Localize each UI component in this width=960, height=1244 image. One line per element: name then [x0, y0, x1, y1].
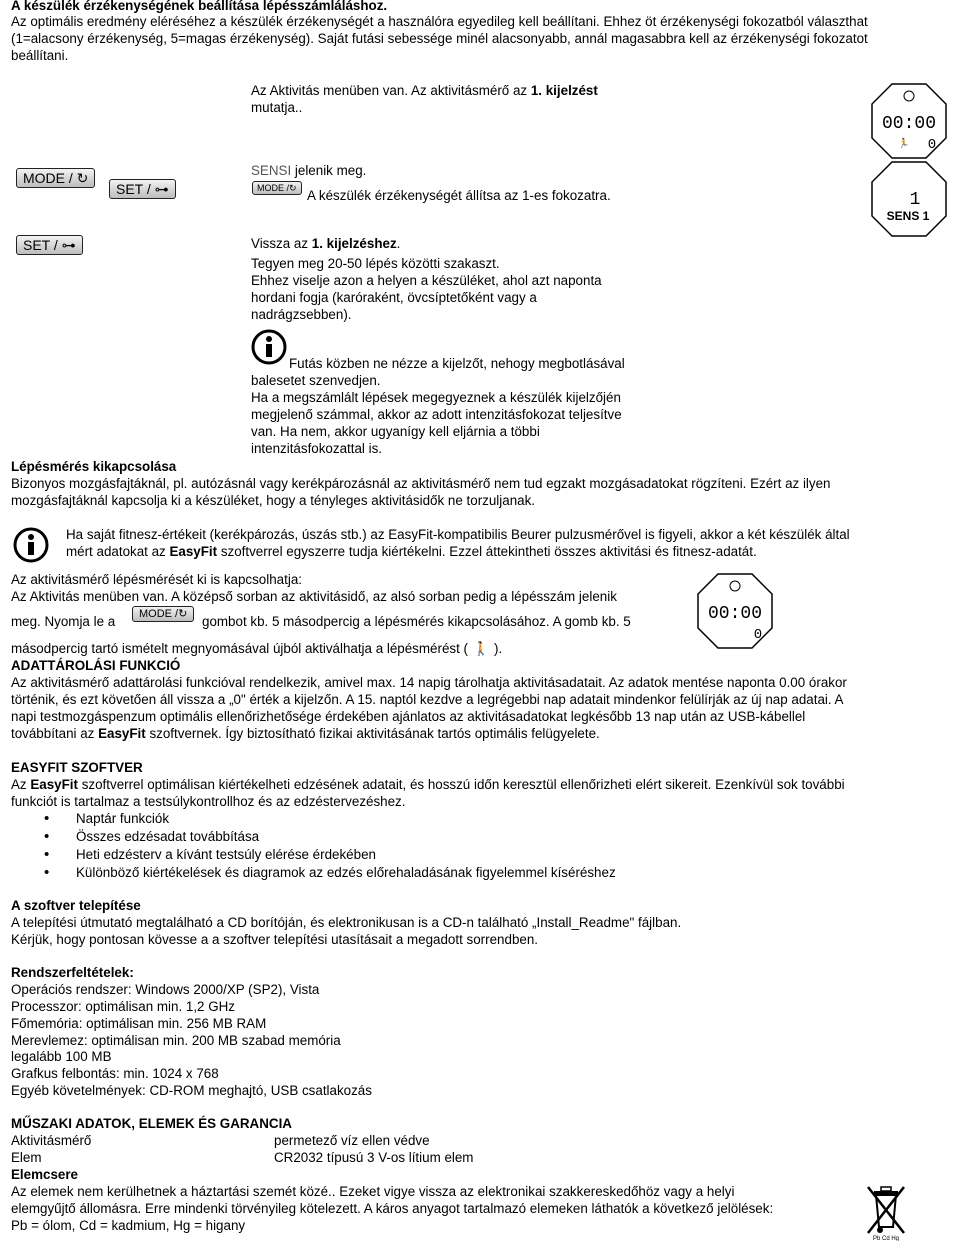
requirement-line: Egyéb követelmények: CD-ROM meghajtó, USB csatlakozás [11, 1083, 372, 1098]
list-item: • Naptár funkciók [11, 811, 616, 829]
mode-button-small: MODE /↻ [252, 181, 302, 195]
spec-key: Aktivitásmérő [11, 1133, 92, 1148]
step-text: Vissza az [251, 236, 312, 251]
text: továbbítani az [11, 726, 99, 741]
paragraph-line: mozgásfajtáknál kapcsolja ki a készüléket, hogy a tényleges aktivitásidők ne torzuljanak. [11, 493, 536, 508]
paragraph-line: (1=alacsony érzékenység, 5=magas érzékenység). Saját futási sebessége minél alacsonyabb, annál magasabbra kell az érzékenységi fokozatot [11, 31, 868, 46]
paragraph-line: Az elemek nem kerülhetnek a háztartási szemét közé.. Ezeket vigye vissza az elektronikai szakkereskedőhöz vagy a helyi [11, 1184, 735, 1199]
lcd-time: 00:00 [881, 114, 937, 134]
paragraph-line: Az Aktivitás menüben van. A középső sorban az aktivitásidő, az alsó sorban pedig a lépésszám jelenik [11, 589, 617, 604]
requirement-line: legalább 100 MB [11, 1049, 112, 1064]
requirement-line: Processzor: optimálisan min. 1,2 GHz [11, 999, 235, 1014]
lcd-screen-activity [870, 82, 948, 160]
subheading: Elemcsere [11, 1167, 79, 1182]
step-1-cont: mutatja.. [251, 100, 303, 115]
brand-name: EasyFit [30, 777, 78, 792]
step-5-line: Tegyen meg 20-50 lépés közötti szakaszt. [251, 256, 500, 271]
step-6-line: hordani fogja (karóraként, övcsíptetőként vagy a [251, 290, 537, 305]
paragraph-line [11, 777, 845, 794]
step-7-line: van. Ha nem, akkor ugyanígy kell eljárnia a többi [251, 424, 540, 439]
step-4-line [251, 236, 400, 253]
paragraph-line: napi testmozgáspenzum optimális ellenőrizhetősége érdekében ajánlatos az aktivitásadatokat legkésőbb 13 nap után az USB-kábellel [11, 709, 806, 724]
step-text: . [396, 236, 401, 251]
button-label: MODE / [23, 170, 73, 186]
list-item: • Heti edzésterv a kívánt testsúly elérése érdekében [11, 847, 616, 865]
info-icon [13, 527, 49, 563]
brand-name: EasyFit [169, 544, 218, 559]
text: Az [11, 777, 31, 792]
paragraph-line: Pb = ólom, Cd = kadmium, Hg = higany [11, 1218, 246, 1233]
step-2-line [251, 163, 366, 180]
paragraph-line [11, 726, 600, 743]
set-button-2[interactable] [16, 235, 83, 255]
paragraph-line [11, 641, 502, 658]
feature-list [11, 811, 616, 883]
text: szoftverrel optimálisan kiértékelheti edzésének adatait, és hosszú időn keresztül ellenőrizheti elért sikereit. Ezenkívül sok további [78, 777, 845, 792]
list-item: • Különböző kiértékelések és diagramok az edzés előrehaladásának figyelemmel kíséréshez [11, 865, 616, 883]
paragraph-line: Az aktivitásmérő lépésmérését ki is kapcsolhatja: [11, 572, 302, 587]
paragraph-line: gombot kb. 5 másodpercig a lépésmérés kikapcsolásához. A gomb kb. 5 [202, 614, 631, 629]
walker-icon: 🚶 [472, 641, 490, 656]
sensi-label: SENSI [251, 163, 292, 178]
lcd-sensi: SENS 1 [886, 209, 930, 223]
runner-icon: 🏃 [898, 138, 910, 148]
text: szoftvernek. Így biztosítható fizikai aktivitásának tartós optimális felügyelete. [145, 726, 600, 741]
text: másodpercig tartó ismételt megnyomásával újból aktiválhatja a lépésmérést ( [11, 641, 468, 656]
paragraph-line: Az optimális eredmény eléréséhez a készülék érzékenységét a használóra egyedileg kell beállítani. Ehhez öt érzékenységi fokozatból választhat [11, 14, 868, 29]
step-7-line: intenzitásfokozattal is. [251, 441, 382, 456]
paragraph-line: történik, és ezt követően áll vissza a „0" érték a kijelzőn. A 15. naptól kezdve a legrégebbi nap adatait mindenkor felülírják az új nap adatai. A [11, 692, 844, 707]
step-bold: 1. kijelzést [530, 83, 598, 98]
paragraph-line [66, 544, 757, 561]
key-icon: ⊶ [154, 181, 169, 197]
paragraph-line: A telepítési útmutató megtalálható a CD borítóján, és elektronikusan is a CD-n található „Install_Readme" fájlban. [11, 915, 682, 930]
step-text: jelenik meg. [291, 163, 367, 178]
paragraph-line: Bizonyos mozgásfajtáknál, pl. autózásnál vagy kerékpározásnál az aktivitásmérő nem tud egzakt mozgásadatokat rögzíteni. Ezért az ilyen [11, 476, 831, 491]
paragraph-line: elemgyűjtő állomásra. Erre mindenki törvényileg kötelezett. A káros anyagot tartalmazó elemeken láthatók a következő jelölések: [11, 1201, 774, 1216]
requirement-line: Grafkus felbontás: min. 1024 x 768 [11, 1066, 219, 1081]
step-text: Az Aktivitás menüben van. Az aktivitásmérő az [251, 83, 531, 98]
paragraph-line: Ha saját fitnesz-értékeit (kerékpározás, úszás stb.) az EasyFit-kompatibilis Beurer pulzusmérővel is figyeli, akkor a két készülék által [66, 527, 850, 542]
lcd-time: 00:00 [707, 604, 763, 624]
step-7-line: Ha a megszámlált lépések megegyeznek a készülék kijelzőjén [251, 390, 621, 405]
set-button[interactable] [109, 179, 176, 199]
step-1-line [251, 83, 598, 100]
info-icon [251, 329, 287, 365]
section-heading: EASYFIT SZOFTVER [11, 760, 143, 775]
paragraph-line: beállítani. [11, 48, 69, 63]
section-heading: A készülék érzékenységének beállítása lépésszámláláshoz. [11, 0, 388, 13]
lcd-screen-sensi [870, 160, 948, 238]
section-heading: Rendszerfeltételek: [11, 965, 134, 980]
section-heading: Lépésmérés kikapcsolása [11, 459, 177, 474]
button-label: SET / [23, 237, 58, 253]
text: mért adatokat az [66, 544, 170, 559]
button-label: SET / [116, 181, 151, 197]
list-item: • Összes edzésadat továbbítása [11, 829, 616, 847]
step-6-line: Ehhez viselje azon a helyen a készüléket, ahol azt naponta [251, 273, 602, 288]
section-heading: MŰSZAKI ADATOK, ELEMEK ÉS GARANCIA [11, 1116, 292, 1131]
lcd-steps: 0 [927, 137, 937, 153]
step-3-line: A készülék érzékenységét állítsa az 1-es fokozatra. [307, 188, 611, 203]
lcd-steps: 0 [753, 627, 763, 643]
paragraph-line: funkciót is tartalmaz a testsúlykontrollhoz és az edzéstervezéshez. [11, 794, 406, 809]
button-label: MODE / [139, 608, 179, 620]
warning-line: Futás közben ne nézze a kijelzőt, nehogy megbotlásával [289, 356, 625, 371]
step-bold: 1. kijelzéshez [311, 236, 397, 251]
crossed-bin-icon [864, 1183, 908, 1241]
requirement-line: Operációs rendszer: Windows 2000/XP (SP2), Vista [11, 982, 320, 997]
warning-line: balesetet szenvedjen. [251, 373, 381, 388]
svg-text:Pb Cd Hg: Pb Cd Hg [872, 1236, 900, 1241]
key-icon: ⊶ [61, 237, 76, 253]
lcd-screen-activity-2 [696, 572, 774, 650]
section-heading: ADATTÁROLÁSI FUNKCIÓ [11, 658, 181, 673]
spec-key: Elem [11, 1150, 42, 1165]
step-6-line: nadrágzsebben). [251, 307, 352, 322]
spec-value: permetező víz ellen védve [274, 1133, 430, 1148]
requirement-line: Merevlemez: optimálisan min. 200 MB szabad memória [11, 1033, 341, 1048]
paragraph-line: Az aktivitásmérő adattárolási funkcióval rendelkezik, amivel max. 14 napig tárolhatja aktivitásadatait. Az adatok mentése naponta 0.00 órakor [11, 675, 847, 690]
brand-name: EasyFit [98, 726, 146, 741]
cycle-icon: ↻ [76, 170, 89, 186]
paragraph-line: meg. Nyomja le a [11, 614, 116, 629]
lcd-level: 1 [909, 190, 921, 210]
section-heading: A szoftver telepítése [11, 898, 141, 913]
requirement-line: Főmemória: optimálisan min. 256 MB RAM [11, 1016, 267, 1031]
text: ). [493, 641, 503, 656]
step-7-line: megjelenő számmal, akkor az adott intenzitásfokozat teljesítve [251, 407, 622, 422]
mode-button[interactable] [16, 168, 95, 188]
text: szoftverrel egyszerre tudja kiértékelni. Ezzel áttekintheti összes aktivitási és fitnesz-adatát. [217, 544, 757, 559]
button-label: MODE / [257, 183, 290, 193]
spec-value: CR2032 típusú 3 V-os lítium elem [274, 1150, 474, 1165]
paragraph-line: Kérjük, hogy pontosan kövesse a a szoftver telepítési utasításait a megadott sorrendben. [11, 932, 539, 947]
mode-button-inline: MODE /↻ [132, 606, 194, 622]
